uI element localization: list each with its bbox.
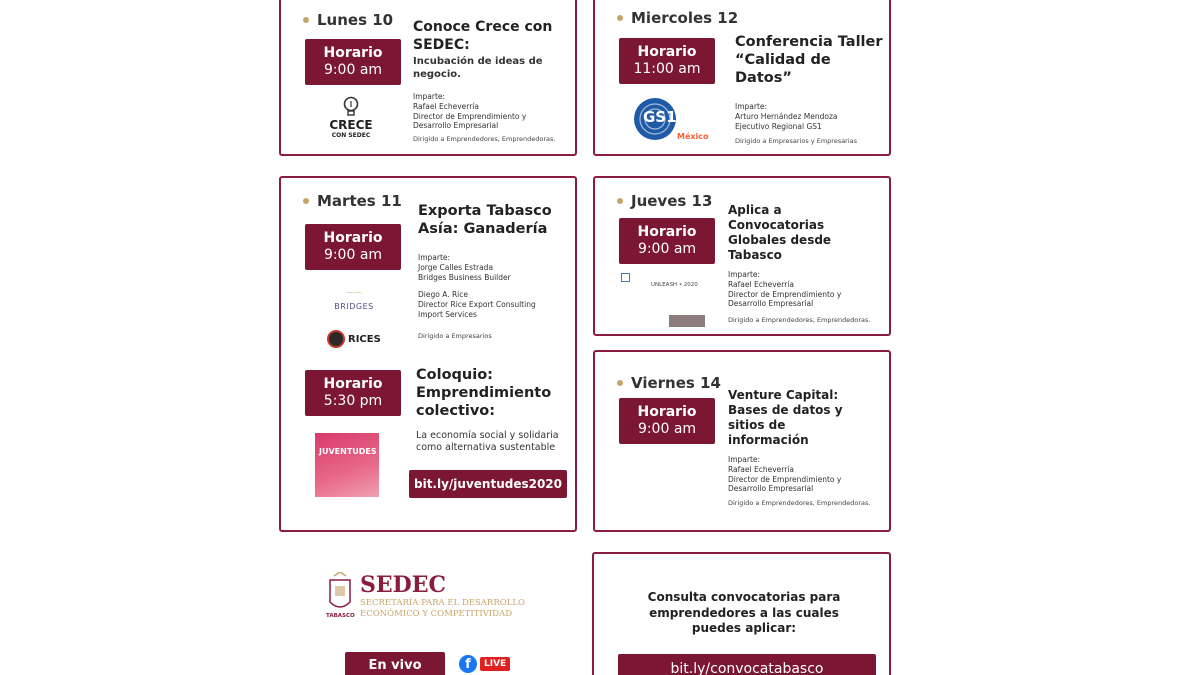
live-label: LIVE — [480, 657, 510, 671]
convocatorias-link-button[interactable]: bit.ly/convocatabasco — [618, 654, 876, 675]
schedule-badge: Horario 9:00 am — [305, 224, 401, 270]
coat-of-arms-icon — [326, 572, 354, 618]
lightbulb-icon — [341, 96, 361, 118]
rices-emblem-icon — [327, 330, 345, 348]
rices-logo: RICES — [327, 330, 383, 348]
sedec-logo: TABASCO SEDEC SECRETARÍA PARA EL DESARROLLO ECONÓMICO Y COMPETITIVIDAD — [326, 572, 525, 619]
facebook-icon: f — [459, 655, 477, 673]
schedule-badge: Horario 9:00 am — [619, 218, 715, 264]
event-card-martes — [279, 176, 577, 532]
day-label: Jueves 13 — [617, 192, 712, 210]
en-vivo-button[interactable]: En vivo — [345, 652, 445, 675]
bullet-icon — [617, 380, 623, 386]
speaker-info: Imparte: Arturo Hernández Mendoza Ejecutivo Regional GS1 — [735, 102, 838, 131]
juventudes-poster: JUVENTUDES — [315, 433, 379, 497]
event-title: Venture Capital: Bases de datos y sitios de información — [728, 388, 843, 447]
day-label: Lunes 10 — [303, 11, 393, 29]
facebook-live-badge[interactable] — [459, 655, 510, 673]
day-label: Miercoles 12 — [617, 9, 738, 27]
unleash-thumbnail: UNLEASH • 2020 — [621, 273, 711, 331]
photo-strip — [669, 315, 705, 327]
audience-text: Dirigido a Emprendedores, Emprendedoras. — [413, 135, 556, 143]
speaker-info: Imparte: Rafael Echeverría Director de Emprendimiento y Desarrollo Empresarial — [728, 270, 842, 309]
schedule-badge: Horario 9:00 am — [619, 398, 715, 444]
schedule-badge-2: Horario 5:30 pm — [305, 370, 401, 416]
event-title: Exporta Tabasco Asía: Ganadería — [418, 203, 552, 238]
event-card-jueves — [593, 176, 891, 336]
audience-text: Dirigido a Emprendedores, Emprendedoras. — [728, 499, 871, 507]
audience-text: Dirigido a Emprendedores, Emprendedoras. — [728, 316, 871, 324]
event-title: Aplica a Convocatorias Globales desde Tabasco — [728, 203, 832, 262]
event-title: Conferencia Taller “Calidad de Datos” — [735, 34, 883, 87]
day-label: Viernes 14 — [617, 374, 721, 392]
audience-text: Dirigido a Empresarios y Empresarias — [735, 137, 858, 145]
gs1-logo: GS1 México — [631, 98, 721, 144]
crece-logo: CRECE CON SEDEC — [321, 96, 381, 139]
event-subtitle-2: La economía social y solidaria como alternativa sustentable — [416, 430, 559, 453]
bridge-icon: ⌒⌒ — [346, 292, 362, 301]
convocatorias-text: Consulta convocatorias para emprendedores a las cuales puedes aplicar: — [647, 590, 841, 636]
speaker-info: Imparte: Rafael Echeverría Director de Emprendimiento y Desarrollo Empresarial — [728, 455, 842, 494]
bullet-icon — [617, 15, 623, 21]
bullet-icon — [303, 198, 309, 204]
speaker-info-2: Diego A. Rice Director Rice Export Consulting Import Services — [418, 290, 536, 319]
square-icon — [621, 273, 630, 282]
event-title: Conoce Crece con SEDEC: — [413, 19, 553, 53]
juventudes-link-button[interactable]: bit.ly/juventudes2020 — [409, 470, 567, 498]
event-card-miercoles — [593, 0, 891, 156]
event-subtitle: Incubación de ideas de negocio. — [413, 56, 543, 80]
bullet-icon — [303, 17, 309, 23]
audience-text: Dirigido a Empresarios — [418, 332, 492, 340]
speaker-info: Imparte: Jorge Calles Estrada Bridges Business Builder — [418, 253, 511, 282]
event-title-2: Coloquio: Emprendimiento colectivo: — [416, 367, 552, 420]
schedule-badge: Horario 11:00 am — [619, 38, 715, 84]
event-card-viernes — [593, 350, 891, 532]
speaker-info: Imparte: Rafael Echeverría Director de Emprendimiento y Desarrollo Empresarial — [413, 92, 527, 131]
convocatorias-card — [592, 552, 891, 675]
schedule-badge: Horario 9:00 am — [305, 39, 401, 85]
event-card-lunes — [279, 0, 577, 156]
bridges-logo: ⌒⌒ BRIDGES — [334, 292, 374, 311]
day-label: Martes 11 — [303, 192, 402, 210]
bullet-icon — [617, 198, 623, 204]
